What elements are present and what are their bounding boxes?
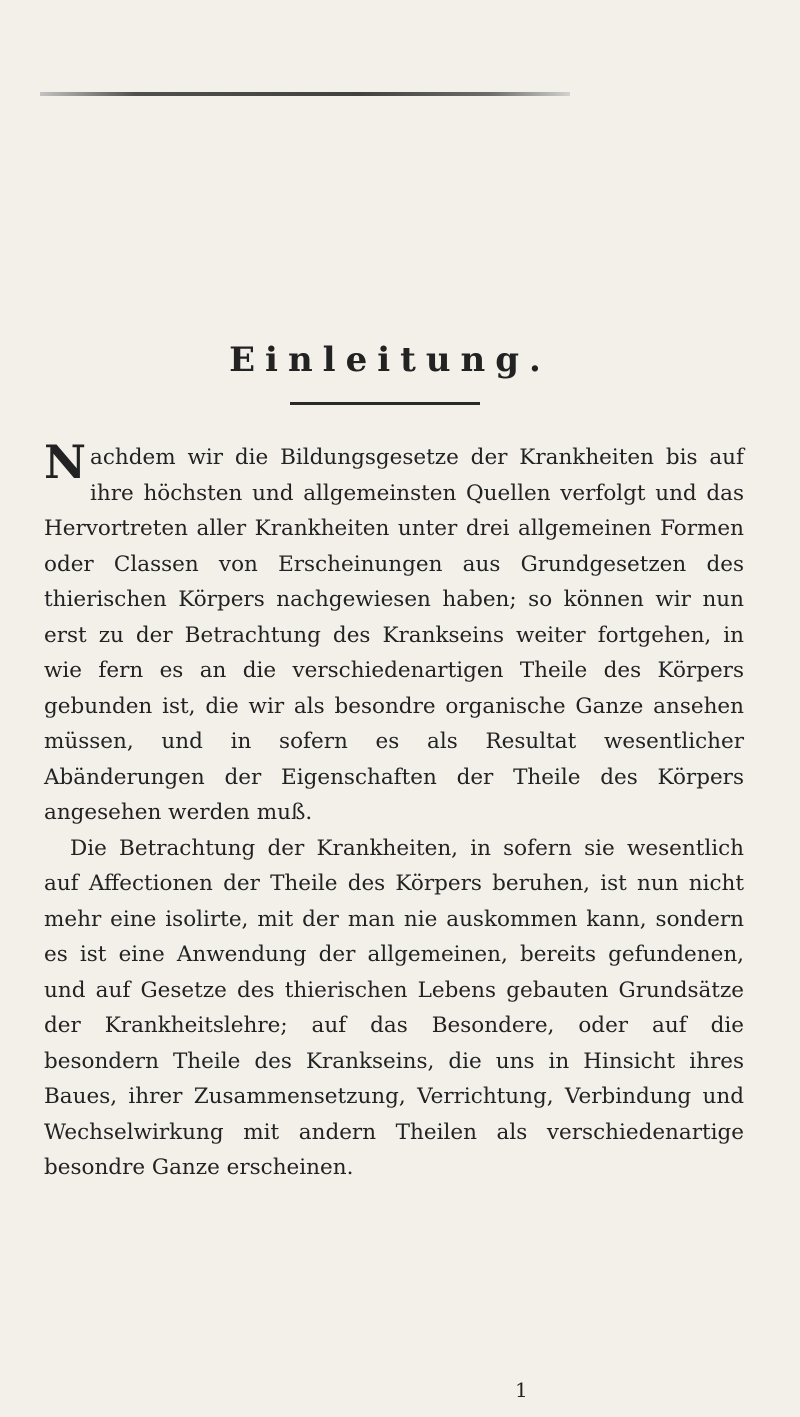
section-heading: Einleitung.	[229, 340, 551, 380]
page-number: 1	[515, 1378, 528, 1402]
paragraph-1: Nachdem wir die Bildungsgesetze der Krankheiten bis auf ihre höchsten und allgemeinsten Quellen verfolgt und das Hervortreten aller Krankheiten unter drei allgemeinen Formen oder Classen von Erscheinungen aus Grundgesetzen des thierischen Körpers nachgewiesen haben; so können wir nun erst zu der Betrachtung des Krankseins weiter fortgehen, in wie fern es an die verschiedenartigen Theile des Körpers gebunden ist, die wir als besondre organische Ganze ansehen müssen, und in sofern es als Resultat wesentlicher Abänderungen der Eigenschaften der Theile des Körpers angesehen werden muß.	[44, 435, 744, 825]
paragraph-2: Die Betrachtung der Krankheiten, in sofern sie wesentlich auf Affectionen der Theile des Körpers beruhen, ist nun nicht mehr eine isolirte, mit der man nie auskommen kann, sondern es ist eine Anwendung der allgemeinen, bereits gefundenen, und auf Gesetze des thierischen Lebens gebauten Grundsätze der Krankheitslehre; auf das Besondere, oder auf die besondern Theile des Krankseins, die uns in Hinsicht ihres Baues, ihrer Zusammensetzung, Verrichtung, Verbindung und Wechselwirkung mit andern Theilen als verschiedenartige besondre Ganze erscheinen.	[44, 835, 744, 1180]
top-border-line	[40, 92, 570, 96]
body-text	[44, 435, 744, 1186]
heading-rule	[290, 402, 480, 405]
